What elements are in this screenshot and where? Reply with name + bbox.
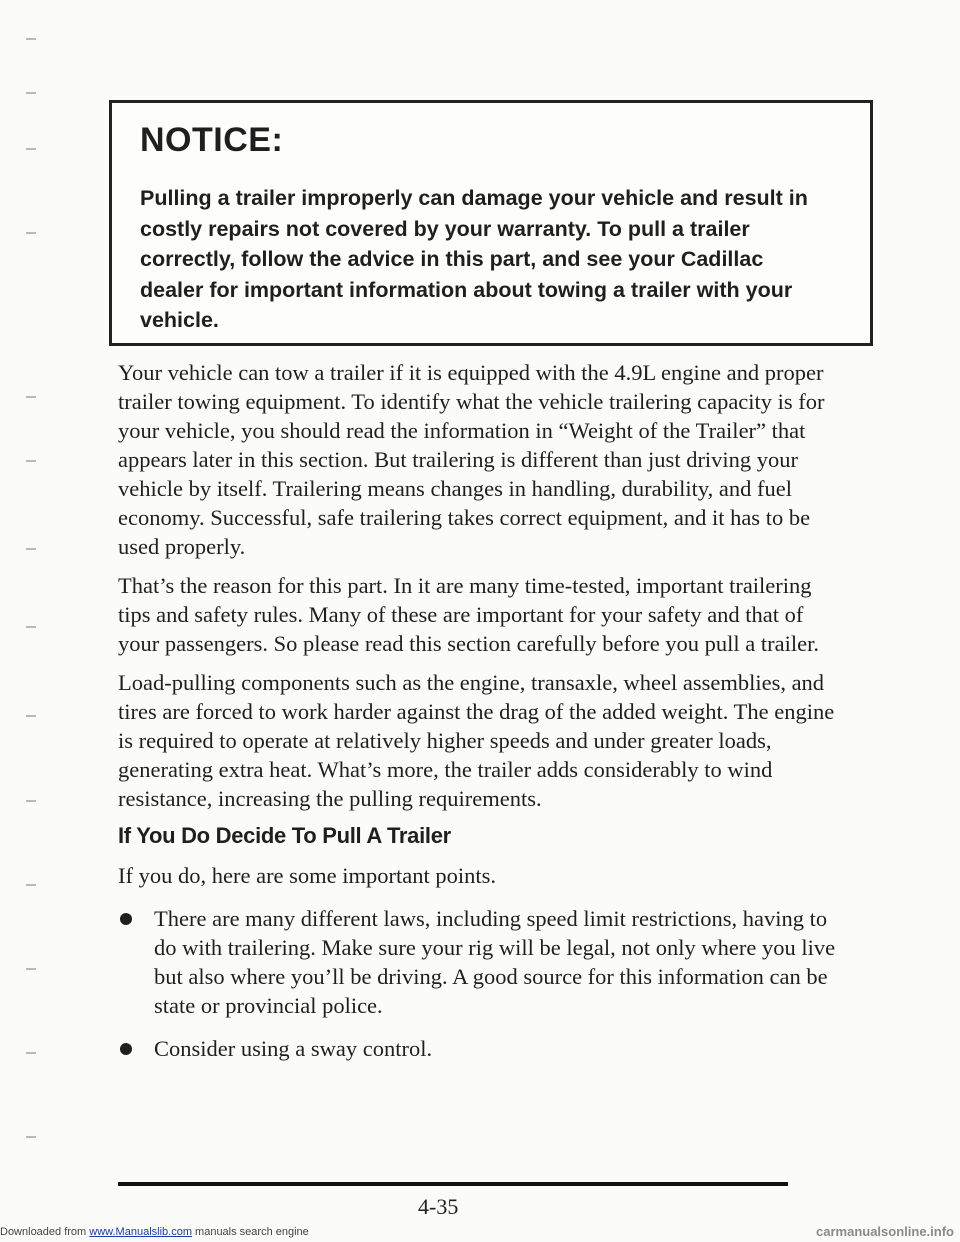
margin-mark <box>26 38 36 40</box>
list-item-text: There are many different laws, including speed limit restrictions, having to do with trailering. Make sure your rig will be legal, not only where you live but also where you’ll be driving. A good source for this information can be state or provincial police. <box>154 906 836 1018</box>
bullet-icon <box>120 1043 132 1055</box>
footer-rule <box>118 1182 788 1186</box>
margin-mark <box>26 1052 36 1054</box>
margin-mark <box>26 884 36 886</box>
margin-mark <box>26 232 36 234</box>
margin-mark <box>26 715 36 717</box>
margin-mark <box>26 460 36 462</box>
body-paragraph: That’s the reason for this part. In it are many time-tested, important trailering tips and safety rules. Many of these are important for your safety and that of your passengers. So please read this section carefully before you pull a trailer. <box>118 573 820 656</box>
list-item <box>118 1034 840 1063</box>
margin-mark <box>26 800 36 802</box>
notice-title: NOTICE: <box>140 121 284 159</box>
manualslib-link[interactable]: www.Manualslib.com <box>89 1226 192 1238</box>
margin-mark <box>26 626 36 628</box>
margin-mark <box>26 148 36 150</box>
page-number: 4-35 <box>418 1194 459 1219</box>
list-item <box>118 904 840 1020</box>
body-paragraph: Your vehicle can tow a trailer if it is equipped with the 4.9L engine and proper trailer towing equipment. To identify what the vehicle trailering capacity is for your vehicle, you should read the information in “Weight of the Trailer” that appears later in this section. But trailering is different than just driving your vehicle by itself. Trailering means changes in handling, durability, and fuel economy. Successful, safe trailering takes correct equipment, and it has to be used properly. <box>118 360 825 559</box>
footer-prefix: Downloaded from <box>0 1226 90 1238</box>
main-content <box>118 358 840 1077</box>
margin-mark <box>26 548 36 550</box>
section-intro: If you do, here are some important points. <box>118 863 497 888</box>
download-footer <box>0 1226 309 1238</box>
list-item-text: Consider using a sway control. <box>154 1036 433 1061</box>
watermark-text: carmanualsonline.info <box>816 1224 954 1239</box>
margin-mark <box>26 968 36 970</box>
notice-box <box>109 100 873 346</box>
margin-mark <box>26 396 36 398</box>
notice-text: Pulling a trailer improperly can damage your vehicle and result in costly repairs not covered by your warranty. To pull a trailer correctly, follow the advice in this part, and see your Cadillac dealer for important information about towing a trailer with your vehicle. <box>140 186 808 332</box>
margin-mark <box>26 1136 36 1138</box>
section-heading: If You Do Decide To Pull A Trailer <box>118 823 451 848</box>
bullet-icon <box>120 913 132 925</box>
body-paragraph: Load-pulling components such as the engine, transaxle, wheel assemblies, and tires are forced to work harder against the drag of the added weight. The engine is required to operate at relatively higher speeds and under greater loads, generating extra heat. What’s more, the trailer adds considerably to wind resistance, increasing the pulling requirements. <box>118 670 835 811</box>
footer-suffix: manuals search engine <box>191 1226 309 1238</box>
bullet-list <box>118 904 840 1063</box>
margin-mark <box>26 92 36 94</box>
